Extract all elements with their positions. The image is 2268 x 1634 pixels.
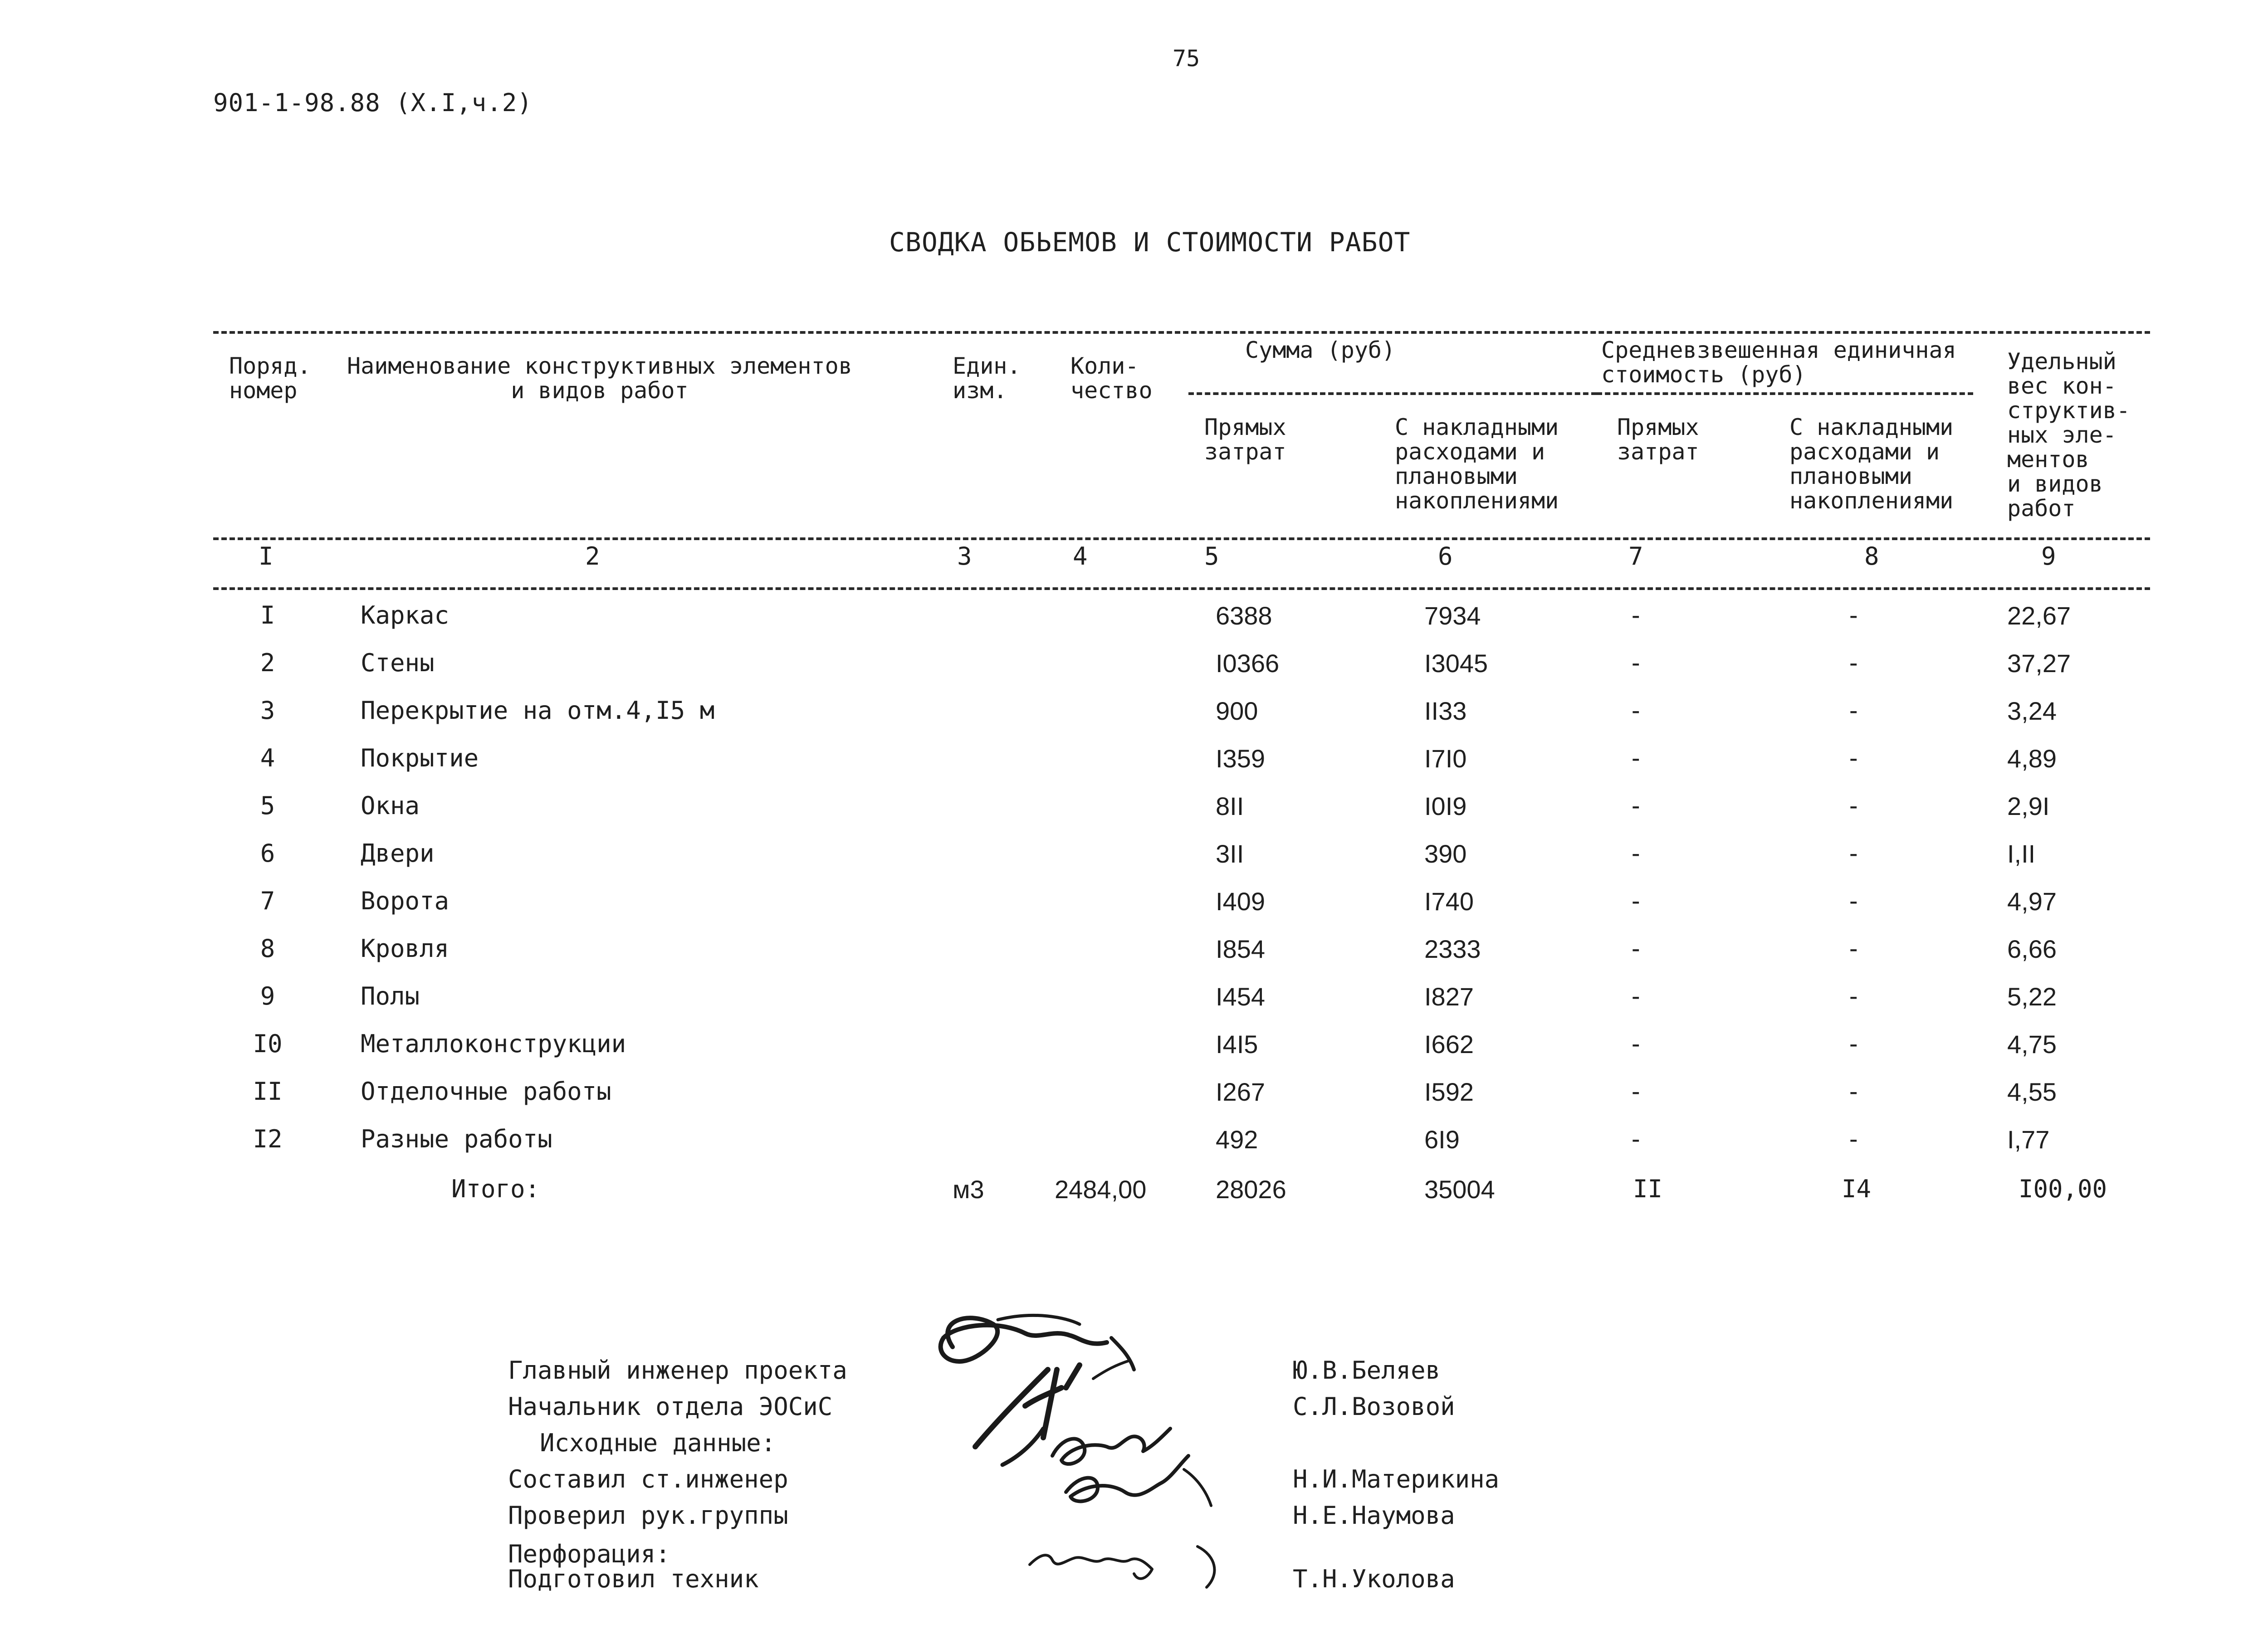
row-number: II — [253, 1077, 283, 1106]
row-avg-overhead: - — [1846, 982, 1861, 1010]
row-avg-direct: - — [1628, 791, 1643, 820]
row-sum-direct: 8II — [1216, 792, 1244, 820]
row-number: I2 — [253, 1125, 283, 1153]
row-weight: 4,75 — [2007, 1030, 2057, 1058]
header-order-number: Поряд. номер — [229, 353, 311, 404]
column-number-4: 4 — [1073, 542, 1088, 571]
row-avg-direct: - — [1628, 696, 1643, 725]
row-sum-direct: 492 — [1216, 1125, 1258, 1154]
row-name: Покрытие — [361, 744, 479, 772]
sig-role-department-head: Начальник отдела ЭОСиС — [508, 1392, 833, 1421]
row-number: 9 — [260, 982, 275, 1010]
row-avg-overhead: - — [1846, 791, 1861, 820]
row-avg-direct: - — [1628, 982, 1643, 1010]
sig-name-prepared-by: Т.Н.Уколова — [1293, 1565, 1455, 1593]
row-avg-overhead: - — [1846, 696, 1861, 725]
row-avg-direct: - — [1628, 1077, 1643, 1106]
row-weight: 5,22 — [2007, 982, 2057, 1011]
sig-role-prepared-by: Подготовил техник — [508, 1565, 759, 1593]
header-avg-direct: Прямых затрат — [1617, 414, 1699, 465]
table-top-rule — [213, 331, 2150, 334]
header-name: Наименование конструктивных элементов и видов работ — [347, 353, 852, 404]
row-sum-overhead: I3045 — [1424, 649, 1488, 678]
row-avg-direct: - — [1628, 887, 1643, 915]
row-sum-direct: 6388 — [1216, 601, 1272, 630]
row-name: Разные работы — [361, 1125, 552, 1153]
row-avg-direct: - — [1628, 601, 1643, 629]
row-name: Окна — [361, 791, 420, 820]
row-weight: 37,27 — [2007, 649, 2071, 678]
total-sum-overhead: 35004 — [1424, 1175, 1495, 1204]
sum-group-rule — [1188, 392, 1597, 395]
row-avg-overhead: - — [1846, 744, 1861, 772]
sig-role-perforation: Перфорация: — [508, 1540, 670, 1568]
row-avg-direct: - — [1628, 839, 1643, 868]
total-label: Итого: — [451, 1175, 540, 1203]
row-avg-overhead: - — [1846, 887, 1861, 915]
row-number: 7 — [260, 887, 275, 915]
sig-role-checked-by: Проверил рук.группы — [508, 1501, 788, 1530]
row-name: Двери — [361, 839, 435, 868]
document-code: 901-1-98.88 (X.I,ч.2) — [213, 88, 533, 117]
column-number-rule — [213, 587, 2150, 590]
row-avg-direct: - — [1628, 1125, 1643, 1153]
row-number: 8 — [260, 934, 275, 963]
row-sum-direct: I267 — [1216, 1078, 1265, 1106]
row-name: Кровля — [361, 934, 450, 963]
row-sum-overhead: 2333 — [1424, 935, 1481, 963]
column-number-5: 5 — [1204, 542, 1219, 571]
header-weight: Удельный вес кон- структив- ных эле- ментов и видов работ — [2007, 348, 2130, 522]
row-sum-direct: I454 — [1216, 982, 1265, 1011]
total-avg-overhead: I4 — [1842, 1175, 1872, 1203]
sig-name-compiled-by: Н.И.Материкина — [1293, 1465, 1500, 1493]
header-sum-direct: Прямых затрат — [1204, 414, 1286, 465]
sig-role-source-data: Исходные данные: — [540, 1429, 776, 1457]
row-weight: 4,89 — [2007, 744, 2057, 773]
row-number: 2 — [260, 649, 275, 677]
row-number: 3 — [260, 696, 275, 725]
row-avg-direct: - — [1628, 744, 1643, 772]
total-sum-direct: 28026 — [1216, 1175, 1286, 1204]
row-weight: 3,24 — [2007, 697, 2057, 725]
row-name: Металлоконструкции — [361, 1029, 626, 1058]
page-number: 75 — [1173, 45, 1200, 72]
row-avg-direct: - — [1628, 649, 1643, 677]
column-number-7: 7 — [1628, 542, 1643, 571]
row-avg-overhead: - — [1846, 839, 1861, 868]
row-sum-overhead: I7I0 — [1424, 744, 1467, 773]
column-number-3: 3 — [957, 542, 972, 571]
row-sum-overhead: II33 — [1424, 697, 1467, 725]
row-sum-direct: I409 — [1216, 887, 1265, 916]
row-avg-overhead: - — [1846, 601, 1861, 629]
total-weight: I00,00 — [2019, 1175, 2107, 1203]
sig-name-department-head: С.Л.Возовой — [1293, 1392, 1455, 1421]
row-number: I — [260, 601, 275, 629]
row-number: I0 — [253, 1029, 283, 1058]
total-quantity: 2484,00 — [1055, 1175, 1147, 1204]
column-number-6: 6 — [1438, 542, 1453, 571]
sig-name-checked-by: Н.Е.Наумова — [1293, 1501, 1455, 1530]
row-avg-overhead: - — [1846, 649, 1861, 677]
header-sum-overhead: С накладными расходами и плановыми накоплениями — [1395, 414, 1559, 514]
row-number: 6 — [260, 839, 275, 868]
row-sum-overhead: 6I9 — [1424, 1125, 1460, 1154]
page-title: СВОДКА ОБЬЕМОВ И СТОИМОСТИ РАБОТ — [889, 227, 1411, 258]
row-sum-direct: I0366 — [1216, 649, 1280, 678]
row-weight: I,II — [2007, 839, 2036, 868]
avg-group-rule — [1597, 392, 1973, 395]
row-number: 5 — [260, 791, 275, 820]
row-name: Отделочные работы — [361, 1077, 611, 1106]
row-name: Каркас — [361, 601, 450, 629]
row-avg-overhead: - — [1846, 1029, 1861, 1058]
row-name: Ворота — [361, 887, 450, 915]
row-sum-overhead: I827 — [1424, 982, 1474, 1011]
row-weight: 4,97 — [2007, 887, 2057, 916]
header-bottom-rule — [213, 537, 2150, 540]
header-avg-overhead: С накладными расходами и плановыми накоплениями — [1789, 414, 1954, 514]
row-avg-overhead: - — [1846, 1125, 1861, 1153]
header-avg-group: Средневзвешенная единичная стоимость (руб) — [1601, 337, 1956, 388]
column-number-8: 8 — [1864, 542, 1879, 571]
header-quantity: Коли- чество — [1070, 353, 1153, 404]
row-name: Перекрытие на отм.4,I5 м — [361, 696, 715, 725]
row-avg-overhead: - — [1846, 934, 1861, 963]
row-weight: 4,55 — [2007, 1078, 2057, 1106]
row-number: 4 — [260, 744, 275, 772]
header-sum-group: Сумма (руб) — [1245, 337, 1396, 363]
header-unit: Един. изм. — [953, 353, 1021, 404]
row-weight: I,77 — [2007, 1125, 2050, 1154]
row-avg-direct: - — [1628, 934, 1643, 963]
row-sum-overhead: I662 — [1424, 1030, 1474, 1058]
sig-role-compiled-by: Составил ст.инженер — [508, 1465, 788, 1493]
sig-role-chief-engineer: Главный инженер проекта — [508, 1356, 847, 1385]
row-weight: 6,66 — [2007, 935, 2057, 963]
row-weight: 22,67 — [2007, 601, 2071, 630]
column-number-1: I — [259, 542, 274, 571]
total-avg-direct: II — [1633, 1175, 1663, 1203]
row-avg-overhead: - — [1846, 1077, 1861, 1106]
row-sum-overhead: I592 — [1424, 1078, 1474, 1106]
row-weight: 2,9I — [2007, 792, 2050, 820]
row-sum-direct: 3II — [1216, 839, 1244, 868]
row-name: Стены — [361, 649, 435, 677]
sig-name-chief-engineer: Ю.В.Беляев — [1293, 1356, 1441, 1385]
row-name: Полы — [361, 982, 420, 1010]
row-sum-direct: I359 — [1216, 744, 1265, 773]
row-sum-overhead: I0I9 — [1424, 792, 1467, 820]
row-sum-overhead: I740 — [1424, 887, 1474, 916]
row-sum-overhead: 7934 — [1424, 601, 1481, 630]
handwritten-signatures — [916, 1293, 1279, 1610]
column-number-9: 9 — [2041, 542, 2056, 571]
row-sum-direct: I854 — [1216, 935, 1265, 963]
row-sum-direct: 900 — [1216, 697, 1258, 725]
row-avg-direct: - — [1628, 1029, 1643, 1058]
row-sum-overhead: 390 — [1424, 839, 1467, 868]
row-sum-direct: I4I5 — [1216, 1030, 1258, 1058]
total-unit: м3 — [953, 1175, 984, 1204]
column-number-2: 2 — [585, 542, 600, 571]
